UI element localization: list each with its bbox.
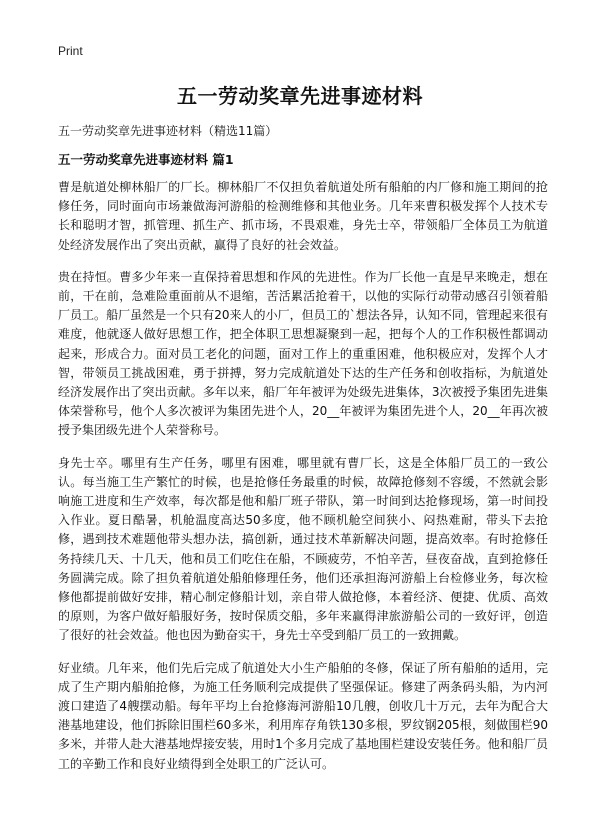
paragraph-intro: 曹是航道处柳林船厂的厂长。柳林船厂不仅担负着航道处所有船舶的内厂修和施工期间的抢修任务，同时面向市场兼做海河游船的检测维修和其他业务。几年来曹积极发挥个人技术专长和聪明才智，抓管理、抓生产、抓市场，不畏艰难，身先士卒，带领船厂全体员工为航道处经济发展作出了突出贡献，赢得了良好的社会效益。 [58, 180, 548, 252]
section-heading: 五一劳动奖章先进事迹材料 篇1 [58, 152, 234, 167]
paragraph-leading-by-example: 身先士卒。哪里有生产任务，哪里有困难，哪里就有曹厂长，这是全体船厂员工的一致公认。每当施工生产繁忙的时候，也是抢修任务最重的时候，故障抢修刻不容缓，不然就会影响施工进度和生产效率，每次都是他和船厂班子带队，第一时间到达抢修现场，第一时间投入作业。夏日酷暑，机舱温度高达50多度，他不顾机舱空间狭小、闷热难耐，带头下去抢修，遇到技术难题他带头想办法，搞创新，通过技术革新解决问题，提高效率。有时抢修任务持续几天、十几天，他和员工们吃住在船，不顾疲劳，不怕辛苦，昼夜奋战，直到抢修任务圆满完成。除了担负着航道处船舶修理任务，他们还承担海河游船上台检修业务，每次检修他都提前做好安排，精心制定修船计划，亲自带人做抢修，本着经济、便捷、优质、高效的原则，为客户做好船服好务，按时保质交船，多年来赢得津旅游船公司的一致好评，创造了很好的社会效益。他也因为勤奋实干，身先士卒受到船厂员工的一致拥戴。 [58, 455, 548, 643]
paragraph-persistence: 贵在持恒。曹多少年来一直保持着思想和作风的先进性。作为厂长他一直是早来晚走，想在前，干在前，急难险重面前从不退缩，苦活累活抢着干，以他的实际行动带动感召引领着船厂员工。船厂虽然是一个只有20来人的小厂，但员工的`想法各异，认知不同，管理起来很有难度，他就逐人做好思想工作，把全体职工思想凝聚到一起，把每个人的工作积极性都调动起来，形成合力。面对员工老化的问题，面对工作上的重重困难，他积极应对，发挥个人才智，带领员工挑战困难，勇于拼搏，努力完成航道处下达的生产任务和创收指标，为航道处经济发展作出了突出贡献。多年以来，船厂年年被评为处级先进集体，3次被授予集团先进集体荣誉称号，他个人多次被评为集团先进个人，20__年被评为集团先进个人，20__年再次被授予集团级先进个人荣誉称号。 [58, 269, 548, 438]
article-body [58, 178, 548, 787]
document-subtitle: 五一劳动奖章先进事迹材料（精选11篇） [58, 124, 278, 138]
paragraph-achievements: 好业绩。几年来，他们先后完成了航道处大小生产船舶的冬修，保证了所有船舶的适用，完成了生产期内船舶抢修，为施工任务顺利完成提供了坚强保证。修建了两条码头船，为内河渡口建造了4艘摆动船。每年平均上台抢修海河游船10几艘，创收几十万元，去年为配合大港基地建设，他们拆除旧围栏60多米，利用库存角铁130多根，罗纹钢205根，刻做围栏90多米，并带人赴大港基地焊接安装，用时1个多月完成了基地围栏建设安装任务。他和船厂员工的辛勤工作和良好业绩得到全处职工的广泛认可。 [58, 660, 548, 771]
print-label[interactable]: Print [58, 44, 83, 58]
document-title: 五一劳动奖章先进事迹材料 [177, 84, 423, 108]
